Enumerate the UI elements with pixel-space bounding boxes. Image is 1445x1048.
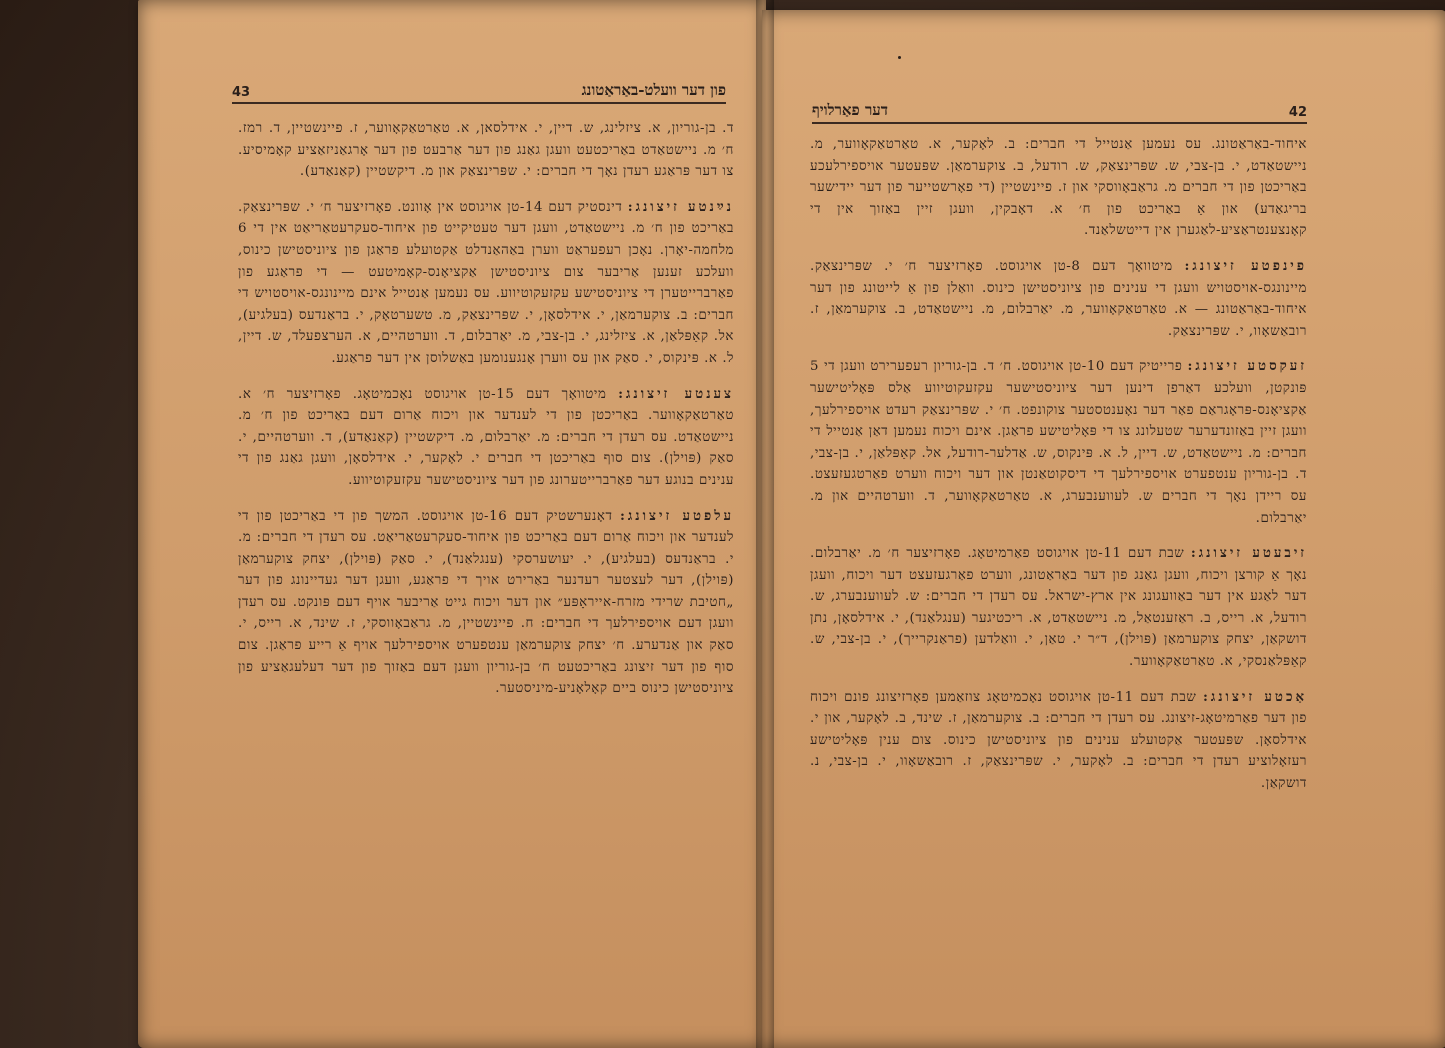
paragraph: זיבעטע זיצונג: שבת דעם 11-טן אויגוסט פאַרמיטאָג. פאָרזיצער ח׳ מ. יאַרבלום. נאָך אַ קורצן ויכוח, וועגן גאַנג פון דער באַראַטונג, ווערט פאַרגעזעצט דער ויכוח, וועגן דער לאַגע אין דער באַוועגונג אין ארץ-ישראל. עס רעדן די חברים: ש. לעווענבערג, ש. רודעל, א. רייס, ב. ראַזענטאַל, מ. ניישטאַדט, א. ריכטיגער (ענגלאַנד), י. אידלסאָן, נתן דושקאַן, יצחק צוקערמאַן (פּוילן), ד״ר י. טאַן, י. וואַלדען (פראַנקרייך), י. בן-צבי, ש. קאַפּלאַנסקי, א. טאַרטאַקאָווער. xyxy=(810,546,1308,670)
paragraph: זעקסטע זיצונג: פרייטיק דעם 10-טן אויגוסט. ח׳ ד. בן-גוריון רעפערירט וועגן די 5 פּונקטן, וועלכע דאַרפן דינען דער ציוניסטישער עקזעקוטיווע אַלס פּאָליטישער אַקציאָנס-פּראָגראַם פאַר דער נאָענטסטער צוקונפט. ח׳ י. שפּרינצאַק רעדט אויספירלעך, וועגן זיין באַזונדערער שטעלונג צו די פּאָליטישע פראַגן. אינם ויכוח נעמען דאַן אַנטייל די חברים: מ. ניישטאַדט, ש. דיין, ל. א. פּינקוס, ש. אַדלער-רודעל, אל. קאַפּלאַן, י. בן-צבי, ד. בן-גוריון ענטפערט אויספירלעך די דיסקוטאַנטן און דער ויכוח ווערט פאַרטגעזעצט. עס ריידן נאָך די חברים ש. לעווענבערג, א. טאַרטאַקאָווער, ד. ווערטהיים און מ. יאַרבלום. xyxy=(810,359,1307,526)
right-running-head: דער פאַרלויף xyxy=(812,101,889,119)
right-page-header xyxy=(812,88,1307,124)
book-spine-shadow xyxy=(756,0,774,1048)
paragraph: צענטע זיצונג: מיטוואָך דעם 15-טן אויגוסט נאָכמיטאָג. פאָרזיצער ח׳ א. טאַרטאַקאָווער. באַריכטן פון די לענדער און ויכוח אַרום דעם באַריכט פון ח׳ מ. ניישטאַדט. עס רעדן די חברים: מ. יאַרבלום, מ. דיקשטיין (קאַנאַדע), ד. ווערטהיים, י. סאַק (פּוילן). צום סוף באַריכטן די חברים י. לאָקער, י. אידלסאָן, וועגן גאַנג פון די ענינים בנוגע דער פאַרברייטערונג פון דער ציוניסטישער עקזעקוטיווע. xyxy=(238,386,735,488)
left-running-head: פון דער וועלט-באַראַטונג xyxy=(581,81,726,99)
right-page-number: 42 xyxy=(1288,105,1307,120)
right-page xyxy=(762,10,1445,1048)
right-page-text xyxy=(810,134,1307,809)
left-page-text xyxy=(238,118,734,714)
left-page-header xyxy=(232,68,726,104)
left-page-number: 43 xyxy=(232,85,251,100)
paragraph: עלפטע זיצונג: דאָנערשטיק דעם 16-טן אויגוסט. המשך פון די באַריכטן פון די לענדער און ויכוח אַרום דעם באַריכט פון איחוד-סעקרעטאַריאַט. עס רעדן די חברים: מ. י. בראַנדעס (בעלגיע), י. יעושערסקי (ענגלאַנד), י. סאַק (פּוילן), יצחק צוקערמאַן (פּוילן), דער לעצטער רעדנער באַרירט אויך די פראַגע, וועגן דער געדיינונג פון דער „חטיבת שרידי מזרח-אייראָפּע״ און דער ויכוח גייט אַריבער אויף דעם פּונקט. עס רעדן וועגן דעם אויספירלעך די חברים: ח. פיינשטיין, מ. גראַבאָווסקי, ז. שינד, א. רייס, י. סאַק און אַנדערע. ח׳ יצחק צוקערמאַן ענטפערט אויספירלעך אויף אַ רייע פראַגן. צום סוף פון דער זיצונג באַריכטעט ח׳ בן-גוריון וועגן דעם באַזוך פון דער דעלעגאַציע פון ציוניסטישן כינוס ביים קאָלאָניע-מיניסטער. xyxy=(238,508,734,697)
paragraph: איחוד-באַראַטונג. עס נעמען אַנטייל די חברים: ב. לאָקער, א. טאַרטאַקאָווער, מ. ניישטאַדט, י. בן-צבי, ש. שפּרינצאַק, ש. רודעל, ב. צוקערמאַן. שפּעטער אויספירלעכע באַריכטן פון די חברים מ. גראַבאָווסקי און ז. פיינשטיין (די פאָרשטייער פון דער יידישער בריגאַדע) און אַ באַריכט פון ח׳ א. דאָבקין, וועגן זיין באַזוך אין די קאָנצענטראַציע-לאַגערן אין דייטשלאַנד. xyxy=(810,137,1307,239)
paper-speck xyxy=(898,56,901,59)
paragraph: נײַנטע זיצונג: דינסטיק דעם 14-טן אויגוסט אין אָוונט. פאָרזיצער ח׳ י. שפּרינצאַק. באַריכט פון ח׳ מ. ניישטאַדט, וועגן דער טעטיקייט פון איחוד-סעקרעטאַריאַט אין די 6 מלחמה-יאָרן. נאָכן רעפעראַט ווערן באַהאַנדלט אַקטועלע פראַגן פון ציוניסטישן כינוס, וועלכע זענען אַריבער צום ציוניסטישן אַקציאָנס-קאָמיטעט — די פראַגע פון פאַרברייטערן די ציוניסטישע עקזעקוטיווע. עס נעמען אַנטייל אינם מיינונגס-אויסטויש די חברים: ב. צוקערמאַן, י. אידלסאָן, י. שפּרינצאַק, מ. טשערטאָק, י. בראַנדעס (בעלגיע), אל. קאַפּלאַן, א. ציזלינג, י. בן-צבי, מ. יאַרבלום, ד. ווערטהיים, א. הערצפעלד, ש. דיין, ל. א. פּינקוס, י. סאַק און עס ווערן אָנגענומען באַשלוסן אין דער פראַגע. xyxy=(238,199,735,366)
left-page xyxy=(138,0,766,1048)
paragraph: אַכטע זיצונג: שבת דעם 11-טן אויגוסט נאָכמיטאָג צוזאַמען פאָרזיצונג פונם ויכוח פון דער פאַרמיטאָג-זיצונג. עס רעדן די חברים: ב. צוקערמאַן, ז. שינד, ב. לאָקער, און י. אידלסאָן. שפּעטער אַקטועלע ענינים פון ציוניסטישן כינוס. צום ענין פּאָליטישע רעזאָלוציע רעדן די חברים: ב. לאָקער, י. שפּרינצאַק, ז. רובאַשאָוו, י. בן-צבי, נ. דושקאַן. xyxy=(810,689,1307,792)
paragraph: פינפטע זיצונג: מיטוואָך דעם 8-טן אויגוסט. פאָרזיצער ח׳ י. שפּרינצאַק. מיינונגס-אויסטויש וועגן די ענינים פון ציוניסטישן כינוס. וואַלן פון אַ לייטונג פון דער איחוד-באַראַטונג — א. טאַרטאַקאָווער, מ. יאַרבלום, מ. ניישטאַדט, ב. צוקערמאַן, ז. רובאַשאָוו, י. שפּרינצאַק. xyxy=(810,258,1307,339)
paragraph: ד. בן-גוריון, א. ציזלינג, ש. דיין, י. אידלסאן, א. טאַרטאַקאָווער, ז. פיינשטיין, ד. רמז. ח׳ מ. ניישטאַדט באַריכטעט וועגן גאַנג פון דער אַרבעט פון דער אָרגאַניזאַציע קאָמיסיע. צו דער פּראַגע רעדן נאָך די חברים: י. שפּרינצאַק און מ. דיקשטיין (קאַנאַדע). xyxy=(238,121,734,180)
